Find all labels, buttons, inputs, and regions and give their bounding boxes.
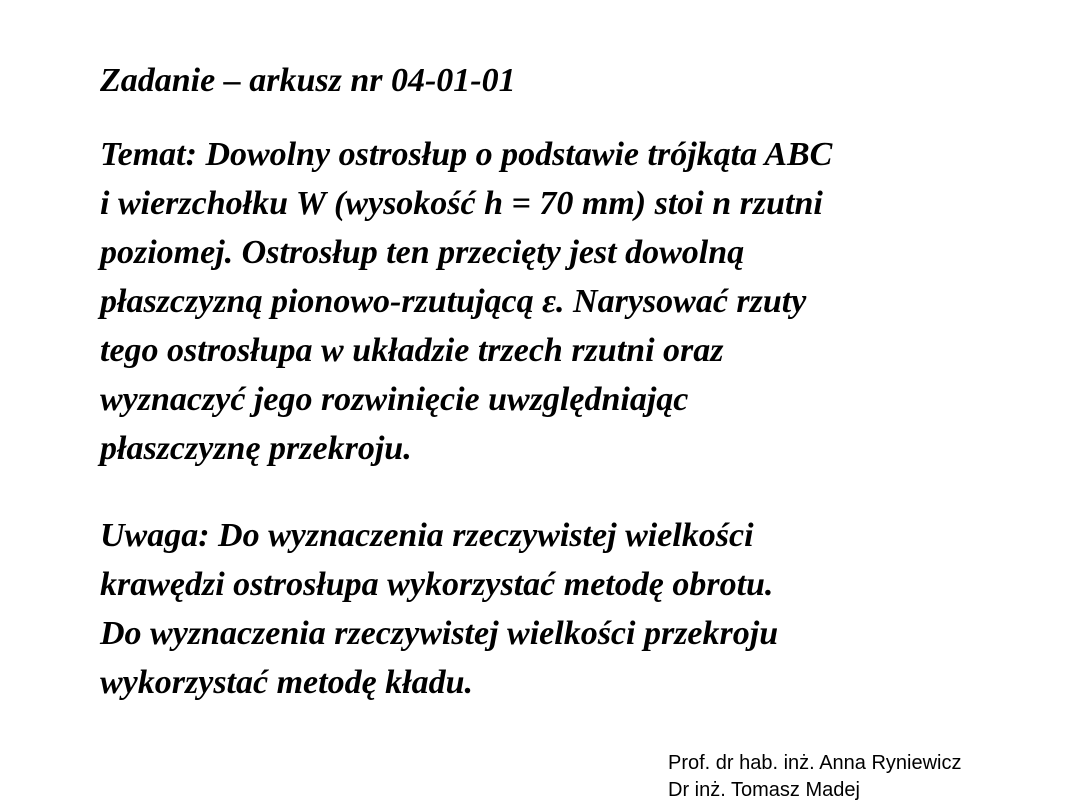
topic-line: płaszczyznę przekroju. [100, 430, 412, 467]
title-line: Zadanie – arkusz nr 04-01-01 [100, 62, 516, 99]
slide-title [100, 56, 1040, 105]
topic-line: i wierzchołku W (wysokość h = 70 mm) stoi n rzutni [100, 185, 823, 222]
topic-line: poziomej. Ostrosłup ten przecięty jest dowolną [100, 234, 745, 271]
topic-line: tego ostrosłupa w układzie trzech rzutni oraz [100, 332, 724, 369]
topic-paragraph [100, 130, 1040, 473]
author-credits [668, 750, 1068, 804]
note-paragraph [100, 511, 1040, 707]
author-line: Dr inż. Tomasz Madej [668, 779, 860, 801]
topic-line: wyznaczyć jego rozwinięcie uwzględniając [100, 381, 689, 418]
note-line: wykorzystać metodę kładu. [100, 664, 474, 701]
note-line: Uwaga: Do wyznaczenia rzeczywistej wielkości [100, 517, 754, 554]
note-line: krawędzi ostrosłupa wykorzystać metodę obrotu. [100, 566, 774, 603]
topic-line: Temat: Dowolny ostrosłup o podstawie trójkąta ABC [100, 136, 833, 173]
topic-line: płaszczyzną pionowo-rzutującą ε. Narysować rzuty [100, 283, 807, 320]
author-line: Prof. dr hab. inż. Anna Ryniewicz [668, 752, 962, 774]
note-line: Do wyznaczenia rzeczywistej wielkości przekroju [100, 615, 779, 652]
